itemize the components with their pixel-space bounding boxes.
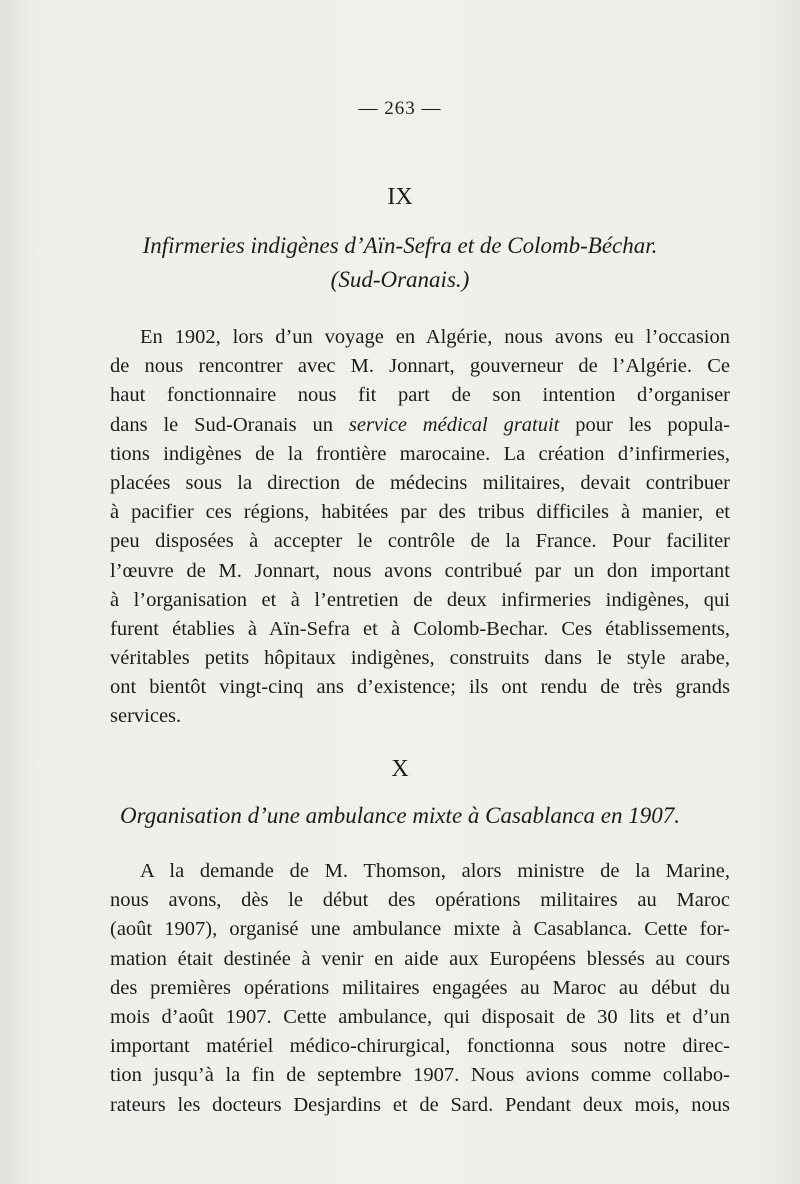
text-line: En 1902, lors d’un voyage en Algérie, nous avons eu l’occasion [140,326,730,348]
text-line: de nous rencontrer avec M. Jonnart, gouverneur de l’Algérie. Ce [110,355,730,378]
text-line: tions indigènes de la frontière marocaine. La création d’infirmeries, [110,442,730,465]
text-segment: dans le Sud-Oranais un [110,413,333,436]
section-x-numeral: X [391,756,409,782]
text-line: ont bientôt vingt-cinq ans d’existence; ils ont rendu de très grands [110,676,730,699]
text-line: A la demande de M. Thomson, alors ministre de la Marine, [140,860,730,882]
text-line [110,411,730,440]
section-x-paragraph [110,857,730,1120]
text-segment: pour les popula- [575,413,731,436]
text-line: important matériel médico-chirurgical, fonctionna sous notre direc- [110,1035,730,1058]
text-line: peu disposées à accepter le contrôle de la France. Pour faciliter [110,530,730,553]
text-line: l’œuvre de M. Jonnart, nous avons contribué par un don important [110,559,730,582]
section-x-title: Organisation d’une ambulance mixte à Casablanca en 1907. [119,803,681,828]
text-line: placées sous la direction de médecins militaires, devait contribuer [110,471,730,494]
text-line: (août 1907), organisé une ambulance mixte à Casablanca. Cette for- [110,918,730,941]
text-line: services. [110,705,182,728]
text-line: mois d’août 1907. Cette ambulance, qui disposait de 30 lits et d’un [110,1005,730,1028]
page-number: — 263 — [358,98,442,119]
text-line: à l’organisation et à l’entretien de deux infirmeries indigènes, qui [110,588,730,611]
text-line: tion jusqu’à la fin de septembre 1907. Nous avions comme collabo- [110,1064,730,1087]
text-line: nous avons, dès le début des opérations militaires au Maroc [110,889,730,912]
emphasized-text: service médical gratuit [348,413,560,436]
text-line: mation était destinée à venir en aide aux Européens blessés au cours [110,947,730,970]
text-line: à pacifier ces régions, habitées par des tribus difficiles à manier, et [110,501,730,524]
section-ix-paragraph [110,323,730,732]
section-ix-title: Infirmeries indigènes d’Aïn-Sefra et de Colomb-Béchar. [142,233,658,258]
text-line: rateurs les docteurs Desjardins et de Sard. Pendant deux mois, nous [110,1093,730,1116]
text-line: haut fonctionnaire nous fit part de son intention d’organiser [110,384,730,407]
text-line: des premières opérations militaires engagées au Maroc au début du [110,976,730,999]
section-ix-numeral: IX [387,184,413,210]
text-line: véritables petits hôpitaux indigènes, construits dans le style arabe, [110,647,730,670]
text-line: furent établies à Aïn-Sefra et à Colomb-Bechar. Ces établissements, [110,617,730,640]
section-ix-subtitle: (Sud-Oranais.) [330,267,470,292]
